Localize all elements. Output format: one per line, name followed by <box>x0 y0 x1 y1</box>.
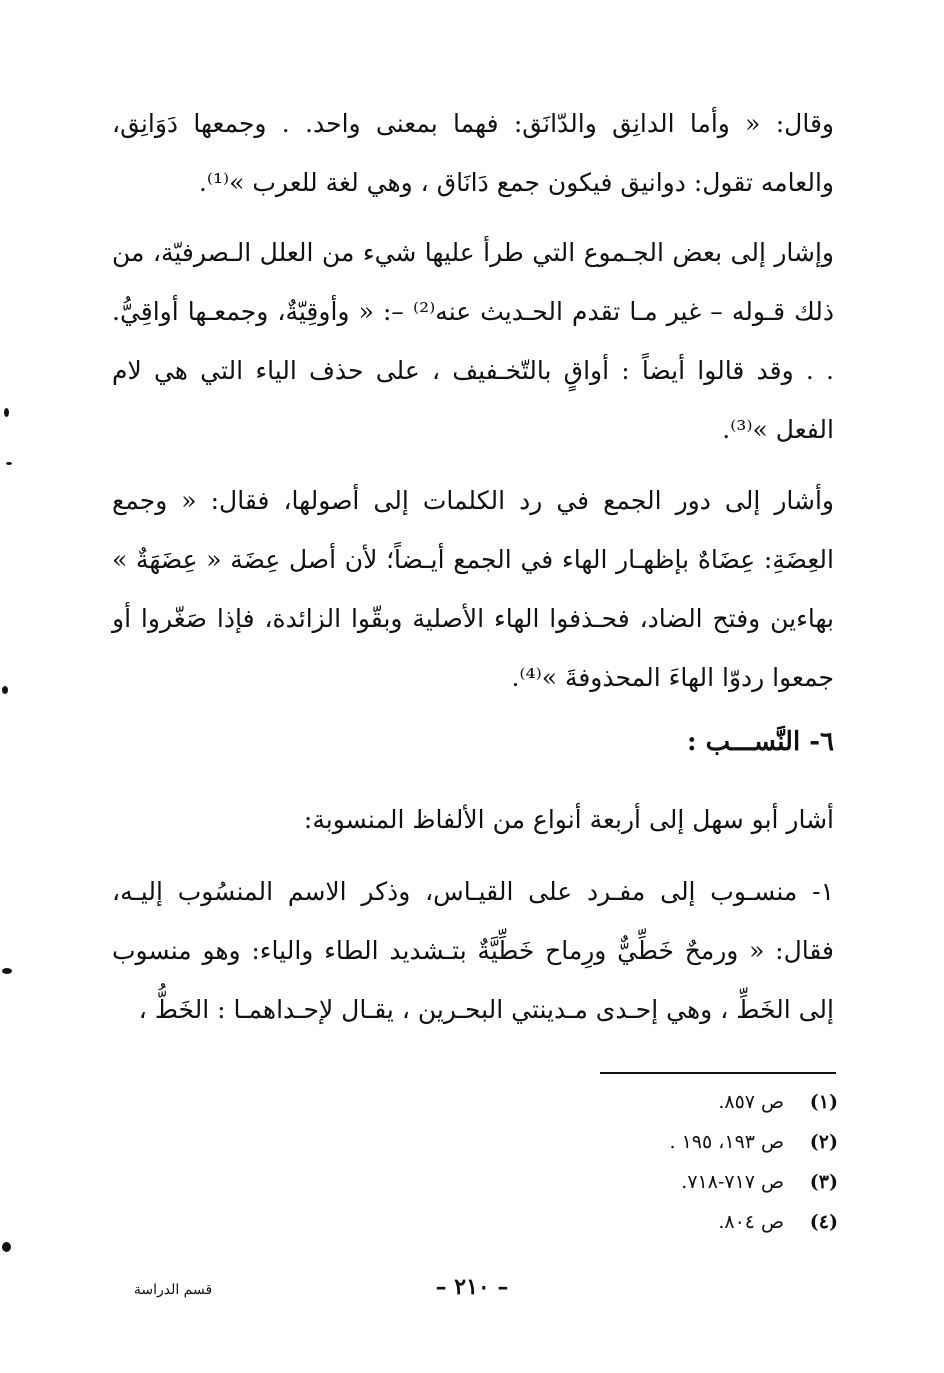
footnote-item <box>500 1202 838 1242</box>
footnote-number: (٣) <box>809 1171 838 1193</box>
paragraph-nisba-type-1: ١- منسـوب إلى مفـرد على القيـاس، وذكر الاسم المنسُوب إليـه، فقال: « ورمحٌ خَطِّيٌّ ورِماح خَطِّيَّةٌ بتـشديد الطاء والياء: وهو منسوب إلى الخَطِّ ، وهي إحـدى مـدينتي البحـرين ، يقـال لإحـداهمـا : الخَطُّ ، <box>112 877 834 1024</box>
footnote-item <box>500 1082 838 1122</box>
paragraph-plural-roots: وأشار إلى دور الجمع في رد الكلمات إلى أصولها، فقال: « وجمع العِضَةِ: عِضَاهٌ بإظهـار الهاء في الجمع أيـضاً؛ لأن أصل عِضَة « عِضَهَةٌ » بهاءين وفتح الضاد، فحـذفوا الهاء الأصلية وبقّوا الزائدة، فإذا صَغّروا أو جمعوا ردوّا الهاءَ المحذوفةَ »⁽⁴⁾. <box>112 486 834 692</box>
scan-speck <box>2 1242 11 1252</box>
paragraph-nisba-intro: أشار أبو سهل إلى أربعة أنواع من الألفاظ المنسوبة: <box>303 805 834 834</box>
footnote-number: (٢) <box>809 1131 838 1153</box>
scan-speck <box>4 408 9 417</box>
scan-speck <box>6 462 12 465</box>
footnote-text: ص ٨٥٧. <box>718 1091 784 1113</box>
footnotes-list <box>500 1082 838 1242</box>
footnote-number: (٤) <box>809 1211 838 1233</box>
footnote-text: ص ٨٠٤. <box>718 1211 784 1233</box>
scan-speck <box>2 968 12 974</box>
footnote-item <box>500 1122 838 1162</box>
footnote-separator <box>600 1072 836 1074</box>
footnote-text: ص ٧١٧-٧١٨. <box>681 1171 784 1193</box>
paragraph-plural-defects: وإشار إلى بعض الجـموع التي طرأ عليها شيء من العلل الـصرفيّة، من ذلك قـوله – غير مـا تقدم الحـديث عنه⁽²⁾ –: « وأوقِيّةٌ، وجمعـها أواقِيُّ. . . وقد قالوا أيضاً : أواقٍ بالتّخـفيف ، على حذف الياء التي هي لام الفعل »⁽³⁾. <box>112 238 834 444</box>
section-label: قسم الدراسة <box>133 1282 213 1298</box>
scan-speck <box>2 686 8 694</box>
footnote-number: (١) <box>809 1091 838 1113</box>
paragraph-dāniq: وقال: « وأما الدانِق والدّانَق: فهما بمعنى واحد. . وجمعها دَوَانِق، والعامه تقول: دوانيق فيكون جمع دَانَاق ، وهي لغة للعرب »⁽¹⁾. <box>112 109 834 197</box>
page-number: – ٢١٠ – <box>435 1274 509 1300</box>
section-heading-nisba: ٦- النَّســـب : <box>686 727 834 757</box>
footnote-item <box>500 1162 838 1202</box>
footnote-text: ص ١٩٣، ١٩٥ . <box>669 1131 784 1153</box>
